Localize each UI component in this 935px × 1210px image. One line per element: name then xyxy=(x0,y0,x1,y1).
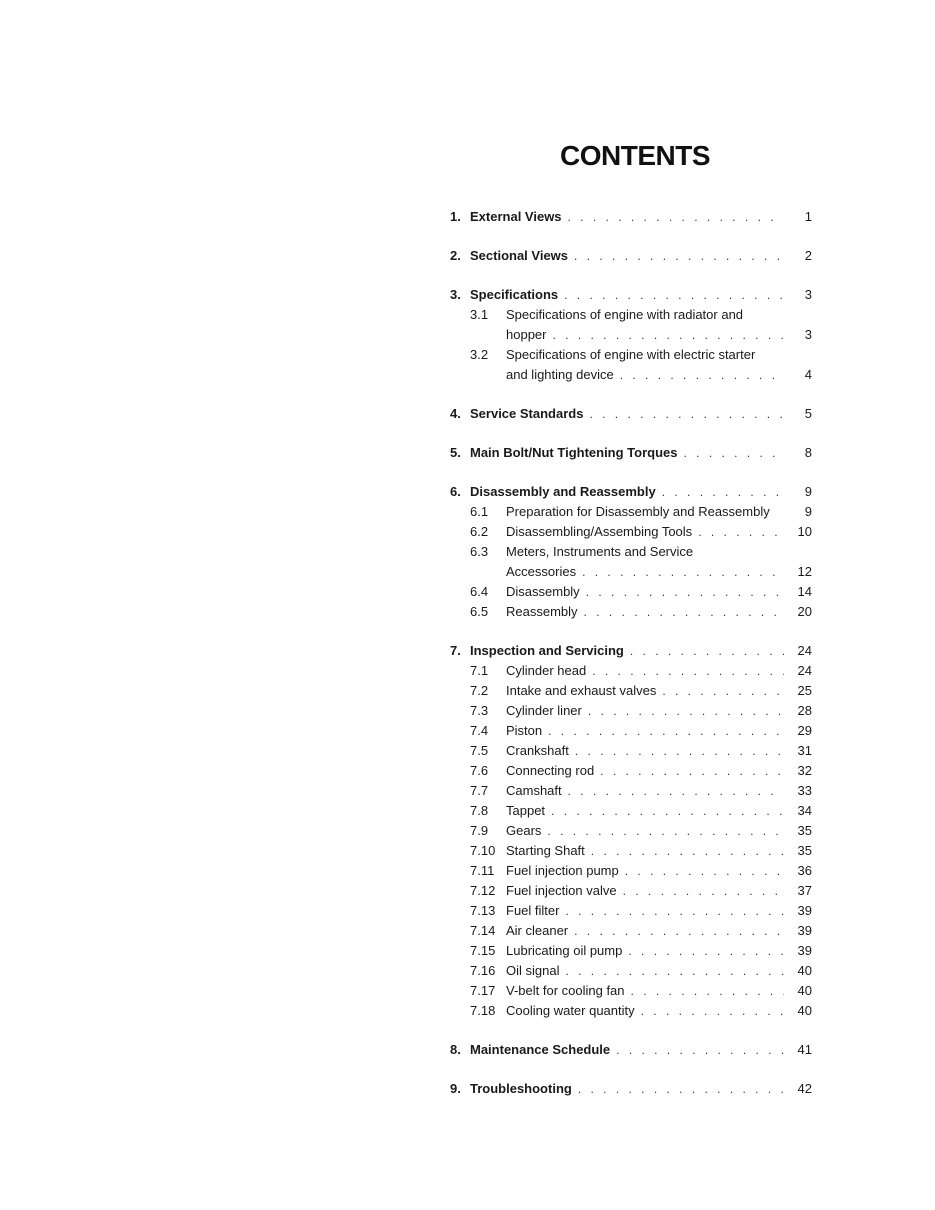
entry-page-number: 39 xyxy=(797,903,812,918)
entry-number: 8. xyxy=(450,1042,461,1057)
dot-leader xyxy=(551,803,784,819)
toc-entry[interactable] xyxy=(450,205,812,225)
entry-page-number: 39 xyxy=(797,923,812,938)
toc-section xyxy=(450,1038,812,1058)
toc-subentry[interactable] xyxy=(450,739,812,759)
dot-leader xyxy=(616,1042,784,1058)
dot-leader xyxy=(568,209,784,225)
dot-leader xyxy=(641,1003,784,1019)
dot-leader xyxy=(547,823,784,839)
dot-leader xyxy=(575,743,784,759)
entry-number: 7.11 xyxy=(470,863,495,878)
entry-title: Maintenance Schedule xyxy=(470,1042,611,1057)
entry-title: Sectional Views xyxy=(470,248,569,263)
toc-subentry[interactable] xyxy=(450,959,812,979)
section-spacer xyxy=(450,1019,812,1038)
toc-subentry[interactable] xyxy=(450,939,812,959)
entry-page-number: 36 xyxy=(797,863,812,878)
toc-section xyxy=(450,639,812,1019)
toc-subentry[interactable] xyxy=(450,719,812,739)
toc-subentry[interactable] xyxy=(450,659,812,679)
section-spacer xyxy=(450,422,812,441)
toc-section xyxy=(450,244,812,264)
entry-title: Troubleshooting xyxy=(470,1081,572,1096)
entry-title: Cylinder head xyxy=(506,663,587,678)
toc-subentry[interactable] xyxy=(450,540,812,560)
entry-title: Piston xyxy=(506,723,543,738)
dot-leader xyxy=(698,524,784,540)
dot-leader xyxy=(620,367,784,383)
dot-leader xyxy=(582,564,784,580)
entry-title: Connecting rod xyxy=(506,763,595,778)
toc-subentry[interactable] xyxy=(450,679,812,699)
entry-number: 3. xyxy=(450,287,461,302)
toc-section xyxy=(450,402,812,422)
entry-page-number: 40 xyxy=(797,983,812,998)
dot-leader xyxy=(584,604,784,620)
entry-number: 7.5 xyxy=(470,743,489,758)
dot-leader xyxy=(568,783,784,799)
section-spacer xyxy=(450,383,812,402)
toc-entry[interactable] xyxy=(450,639,812,659)
entry-number: 7.2 xyxy=(470,683,489,698)
toc-subentry[interactable] xyxy=(450,979,812,999)
toc-subentry[interactable] xyxy=(450,600,812,620)
toc-section xyxy=(450,480,812,620)
dot-leader xyxy=(565,963,784,979)
entry-title: Specifications xyxy=(470,287,559,302)
entry-number: 1. xyxy=(450,209,461,224)
entry-number: 7.1 xyxy=(470,663,489,678)
dot-leader xyxy=(574,248,784,264)
entry-number: 7.15 xyxy=(470,943,496,958)
toc-subentry-continuation[interactable] xyxy=(450,560,812,580)
entry-page-number: 14 xyxy=(797,584,812,599)
entry-title: Cylinder liner xyxy=(506,703,582,718)
entry-number: 5. xyxy=(450,445,461,460)
toc-entry[interactable] xyxy=(450,480,812,500)
toc-subentry[interactable] xyxy=(450,879,812,899)
entry-number: 3.1 xyxy=(470,307,489,322)
entry-title: Disassembly xyxy=(506,584,580,599)
entry-number: 7.9 xyxy=(470,823,489,838)
entry-title: Meters, Instruments and Service xyxy=(506,544,694,559)
toc-subentry[interactable] xyxy=(450,779,812,799)
entry-number: 7.10 xyxy=(470,843,496,858)
entry-title: External Views xyxy=(470,209,562,224)
entry-page-number: 37 xyxy=(797,883,812,898)
dot-leader xyxy=(552,327,784,343)
entry-number: 7.13 xyxy=(470,903,496,918)
entry-title: Service Standards xyxy=(470,406,584,421)
entry-title: Reassembly xyxy=(506,604,578,619)
entry-page-number: 24 xyxy=(797,643,812,658)
entry-number: 7.7 xyxy=(470,783,489,798)
entry-page-number: 4 xyxy=(804,367,812,382)
toc-subentry[interactable] xyxy=(450,819,812,839)
dot-leader xyxy=(548,723,784,739)
entry-number: 7. xyxy=(450,643,461,658)
entry-title: Cooling water quantity xyxy=(506,1003,635,1018)
dot-leader xyxy=(662,683,784,699)
entry-number: 3.2 xyxy=(470,347,489,362)
toc-entry[interactable] xyxy=(450,1077,812,1097)
entry-page-number: 40 xyxy=(797,963,812,978)
entry-title: V-belt for cooling fan xyxy=(506,983,625,998)
section-spacer xyxy=(450,225,812,244)
entry-number: 6. xyxy=(450,484,461,499)
dot-leader xyxy=(591,843,784,859)
dot-leader xyxy=(564,287,784,303)
entry-title: Air cleaner xyxy=(506,923,569,938)
dot-leader xyxy=(574,923,784,939)
toc-subentry[interactable] xyxy=(450,303,812,323)
toc-entry[interactable] xyxy=(450,244,812,264)
dot-leader xyxy=(578,1081,784,1097)
entry-title: hopper xyxy=(506,327,547,342)
entry-number: 7.4 xyxy=(470,723,489,738)
section-spacer xyxy=(450,264,812,283)
dot-leader xyxy=(589,406,784,422)
entry-number: 7.3 xyxy=(470,703,489,718)
entry-page-number: 35 xyxy=(797,843,812,858)
entry-title: Oil signal xyxy=(506,963,560,978)
entry-page-number: 40 xyxy=(797,1003,812,1018)
page-title: CONTENTS xyxy=(560,140,710,171)
dot-leader xyxy=(684,445,785,461)
entry-title: and lighting device xyxy=(506,367,614,382)
entry-number: 7.8 xyxy=(470,803,489,818)
entry-number: 6.1 xyxy=(470,504,489,519)
table-of-contents xyxy=(450,205,812,1097)
toc-entry[interactable] xyxy=(450,283,812,303)
toc-section xyxy=(450,441,812,461)
dot-leader xyxy=(592,663,784,679)
toc-entry[interactable] xyxy=(450,441,812,461)
dot-leader xyxy=(586,584,784,600)
toc-subentry[interactable] xyxy=(450,580,812,600)
entry-title: Crankshaft xyxy=(506,743,569,758)
entry-number: 2. xyxy=(450,248,461,263)
dot-leader xyxy=(628,943,784,959)
dot-leader xyxy=(631,983,784,999)
entry-title: Tappet xyxy=(506,803,546,818)
entry-page-number: 24 xyxy=(797,663,812,678)
toc-entry[interactable] xyxy=(450,402,812,422)
toc-subentry-continuation[interactable] xyxy=(450,323,812,343)
entry-page-number: 25 xyxy=(797,683,812,698)
entry-title: Fuel filter xyxy=(506,903,560,918)
section-spacer xyxy=(450,461,812,480)
entry-number: 7.12 xyxy=(470,883,496,898)
entry-title: Lubricating oil pump xyxy=(506,943,623,958)
entry-page-number: 9 xyxy=(804,484,812,499)
toc-section xyxy=(450,1077,812,1097)
toc-subentry[interactable] xyxy=(450,899,812,919)
toc-subentry[interactable] xyxy=(450,520,812,540)
dot-leader xyxy=(662,484,784,500)
entry-page-number: 2 xyxy=(804,248,812,263)
section-spacer xyxy=(450,1058,812,1077)
entry-title: Inspection and Servicing xyxy=(470,643,624,658)
dot-leader xyxy=(630,643,784,659)
entry-title: Disassembling/Assembing Tools xyxy=(506,524,693,539)
entry-number: 6.5 xyxy=(470,604,489,619)
entry-number: 9. xyxy=(450,1081,461,1096)
dot-leader xyxy=(600,763,784,779)
entry-page-number: 10 xyxy=(797,524,812,539)
toc-subentry[interactable] xyxy=(450,919,812,939)
section-spacer xyxy=(450,620,812,639)
entry-title: Intake and exhaust valves xyxy=(506,683,657,698)
toc-subentry-continuation[interactable] xyxy=(450,363,812,383)
entry-page-number: 1 xyxy=(804,209,812,224)
entry-page-number: 35 xyxy=(797,823,812,838)
toc-section xyxy=(450,283,812,383)
entry-number: 7.17 xyxy=(470,983,496,998)
dot-leader xyxy=(565,903,784,919)
toc-section xyxy=(450,205,812,225)
entry-title: Main Bolt/Nut Tightening Torques xyxy=(470,445,678,460)
entry-title: Disassembly and Reassembly xyxy=(470,484,656,499)
entry-page-number: 42 xyxy=(797,1081,812,1096)
entry-page-number: 32 xyxy=(797,763,812,778)
entry-page-number: 20 xyxy=(797,604,812,619)
entry-page-number: 9 xyxy=(804,504,812,519)
entry-page-number: 5 xyxy=(804,406,812,421)
entry-title: Starting Shaft xyxy=(506,843,585,858)
dot-leader xyxy=(625,863,784,879)
toc-entry[interactable] xyxy=(450,1038,812,1058)
entry-number: 6.2 xyxy=(470,524,489,539)
entry-page-number: 3 xyxy=(804,327,812,342)
entry-page-number: 34 xyxy=(797,803,812,818)
entry-title: Fuel injection valve xyxy=(506,883,617,898)
entry-number: 7.6 xyxy=(470,763,489,778)
toc-subentry[interactable] xyxy=(450,859,812,879)
entry-page-number: 3 xyxy=(804,287,812,302)
entry-number: 7.18 xyxy=(470,1003,496,1018)
entry-title: Accessories xyxy=(506,564,577,579)
entry-page-number: 12 xyxy=(797,564,812,579)
entry-page-number: 28 xyxy=(797,703,812,718)
entry-number: 6.4 xyxy=(470,584,489,599)
entry-title: Fuel injection pump xyxy=(506,863,619,878)
entry-title: Specifications of engine with electric starter xyxy=(506,347,756,362)
entry-page-number: 33 xyxy=(797,783,812,798)
dot-leader xyxy=(588,703,784,719)
toc-subentry[interactable] xyxy=(450,500,812,520)
entry-page-number: 39 xyxy=(797,943,812,958)
toc-subentry[interactable] xyxy=(450,839,812,859)
entry-page-number: 29 xyxy=(797,723,812,738)
toc-subentry[interactable] xyxy=(450,999,812,1019)
entry-number: 7.16 xyxy=(470,963,496,978)
entry-page-number: 8 xyxy=(804,445,812,460)
entry-page-number: 31 xyxy=(797,743,812,758)
dot-leader xyxy=(623,883,784,899)
toc-subentry[interactable] xyxy=(450,343,812,363)
entry-title: Preparation for Disassembly and Reassembly xyxy=(506,504,770,519)
toc-subentry[interactable] xyxy=(450,799,812,819)
entry-title: Specifications of engine with radiator and xyxy=(506,307,744,322)
toc-subentry[interactable] xyxy=(450,699,812,719)
entry-number: 7.14 xyxy=(470,923,496,938)
entry-number: 6.3 xyxy=(470,544,489,559)
entry-page-number: 41 xyxy=(797,1042,812,1057)
entry-title: Camshaft xyxy=(506,783,562,798)
toc-subentry[interactable] xyxy=(450,759,812,779)
entry-title: Gears xyxy=(506,823,542,838)
entry-number: 4. xyxy=(450,406,461,421)
